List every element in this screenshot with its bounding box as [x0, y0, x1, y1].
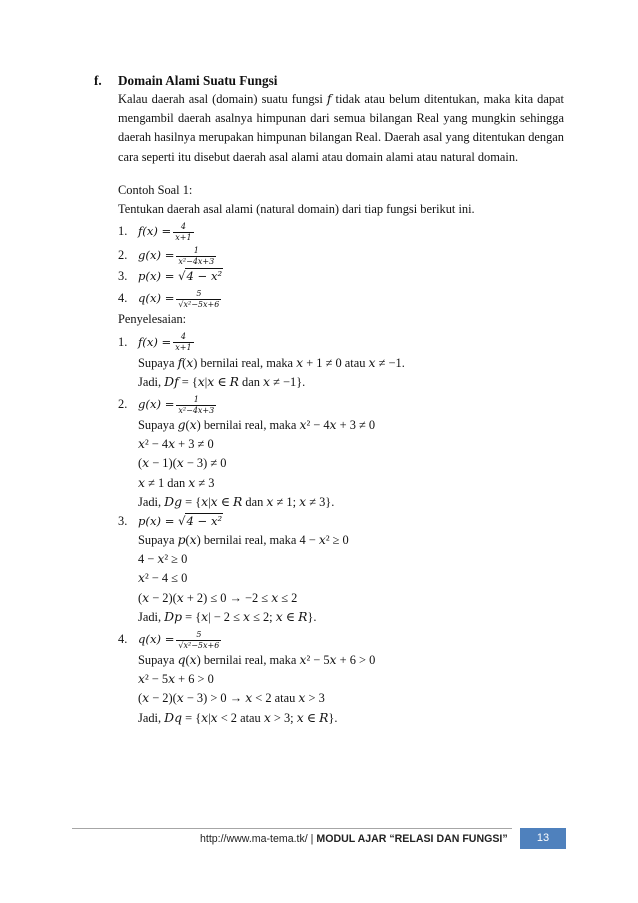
- fraction: $\frac{5}{\text{√x²−5x+6}}$: [178, 289, 220, 310]
- solution-line: (𝑥 − 2)(𝑥 − 3) > 0 → 𝑥 < 2 atau 𝑥 > 3: [138, 691, 325, 706]
- solution-line: Jadi, 𝐷𝑝 = {𝑥| − 2 ≤ 𝑥 ≤ 2; 𝑥 ∈ 𝑅}.: [138, 609, 317, 624]
- solution-line: Jadi, 𝐷𝑞 = {𝑥|𝑥 < 2 atau 𝑥 > 3; 𝑥 ∈ 𝑅}.: [138, 710, 338, 725]
- fraction: $\frac{4}{x+1}$: [175, 332, 192, 353]
- example-item-4: 4. 𝑞(𝑥) = $\frac{5}{\text{√x²−5x+6}}$: [118, 289, 220, 310]
- solution-line: (𝑥 − 2)(𝑥 + 2) ≤ 0 → −2 ≤ 𝑥 ≤ 2: [138, 590, 298, 605]
- footer-module-title: MODUL AJAR “RELASI DAN FUNGSI”: [316, 833, 508, 845]
- section-body: [118, 90, 564, 728]
- solution-line: Supaya 𝑓(𝑥) bernilai real, maka 𝑥 + 1 ≠ 0 atau 𝑥 ≠ −1.: [138, 355, 405, 370]
- solution-line: Jadi, 𝐷𝑔 = {𝑥|𝑥 ∈ 𝑅 dan 𝑥 ≠ 1; 𝑥 ≠ 3}.: [138, 494, 335, 509]
- solution-4-steps: [138, 651, 564, 728]
- solution-line: 𝑥² − 4 ≤ 0: [138, 571, 188, 586]
- solution-line: 4 − 𝑥² ≥ 0: [138, 552, 188, 567]
- example-item-2: 2. 𝑔(𝑥) = $\frac{1}{\text{x²−4x+3}}$: [118, 245, 215, 266]
- section-heading: [94, 72, 564, 90]
- section-f: [94, 72, 564, 728]
- solution-line: 𝑥 ≠ 1 dan 𝑥 ≠ 3: [138, 475, 215, 490]
- footer-separator: |: [307, 833, 317, 845]
- example-item-1: 1. 𝑓(𝑥) = $\frac{4}{x+1}$: [118, 221, 192, 242]
- solution-line: 𝑥² − 5𝑥 + 6 > 0: [138, 672, 214, 687]
- intro-paragraph: Kalau daerah asal (domain) suatu fungsi 𝑓 tidak atau belum ditentukan, maka kita dapat mengambil daerah asalnya himpunan dari semua bilangan Real yang mungkin sehingga daerah hasilnya merupakan himpunan bilangan Real. Daerah asal yang ditentukan dengan cara seperti itu disebut daerah asal alami atau domain alami atau natural domain.: [118, 92, 564, 164]
- solution-line: Supaya 𝑞(𝑥) bernilai real, maka 𝑥² − 5𝑥 + 6 > 0: [138, 653, 376, 667]
- solution-line: (𝑥 − 1)(𝑥 − 3) ≠ 0: [138, 456, 227, 471]
- solution-1-steps: [138, 354, 564, 392]
- solution-1-heading: 1. 𝑓(𝑥) = $\frac{4}{x+1}$: [118, 332, 192, 353]
- example-item-3: 3. 𝑝(𝑥) = √4 − 𝑥²: [118, 269, 223, 284]
- page-number-badge: 13: [520, 828, 566, 849]
- solution-2-steps: [138, 416, 564, 512]
- solution-line: Jadi, 𝐷𝑓 = {𝑥|𝑥 ∈ 𝑅 dan 𝑥 ≠ −1}.: [138, 374, 306, 389]
- solution-3-steps: [138, 531, 564, 627]
- fraction: $\frac{5}{\text{√x²−5x+6}}$: [178, 629, 220, 650]
- solution-3-heading: 3. 𝑝(𝑥) = √4 − 𝑥²: [118, 513, 223, 528]
- fraction: $\frac{1}{\text{x²−4x+3}}$: [178, 394, 215, 415]
- solution-line: Supaya 𝑔(𝑥) bernilai real, maka 𝑥² − 4𝑥 + 3 ≠ 0: [138, 417, 376, 432]
- example-title: Contoh Soal 1:: [118, 182, 193, 197]
- solution-4-heading: 4. 𝑞(𝑥) = $\frac{5}{\text{√x²−5x+6}}$: [118, 629, 220, 650]
- fraction: $\frac{4}{x+1}$: [175, 221, 192, 242]
- footer-url-link[interactable]: http://www.ma-tema.tk/: [200, 833, 308, 845]
- solution-line: Supaya 𝑝(𝑥) bernilai real, maka 4 − 𝑥² ≥ 0: [138, 533, 349, 548]
- solution-title: Penyelesaian:: [118, 312, 187, 327]
- fraction: $\frac{1}{\text{x²−4x+3}}$: [178, 245, 215, 266]
- section-number: f.: [94, 73, 102, 88]
- solution-2-heading: 2. 𝑔(𝑥) = $\frac{1}{\text{x²−4x+3}}$: [118, 394, 215, 415]
- example-instruction: Tentukan daerah asal alami (natural domain) dari tiap fungsi berikut ini.: [118, 202, 475, 216]
- solution-line: 𝑥² − 4𝑥 + 3 ≠ 0: [138, 437, 214, 452]
- footer-text: [200, 829, 508, 849]
- section-title: Domain Alami Suatu Fungsi: [118, 73, 278, 88]
